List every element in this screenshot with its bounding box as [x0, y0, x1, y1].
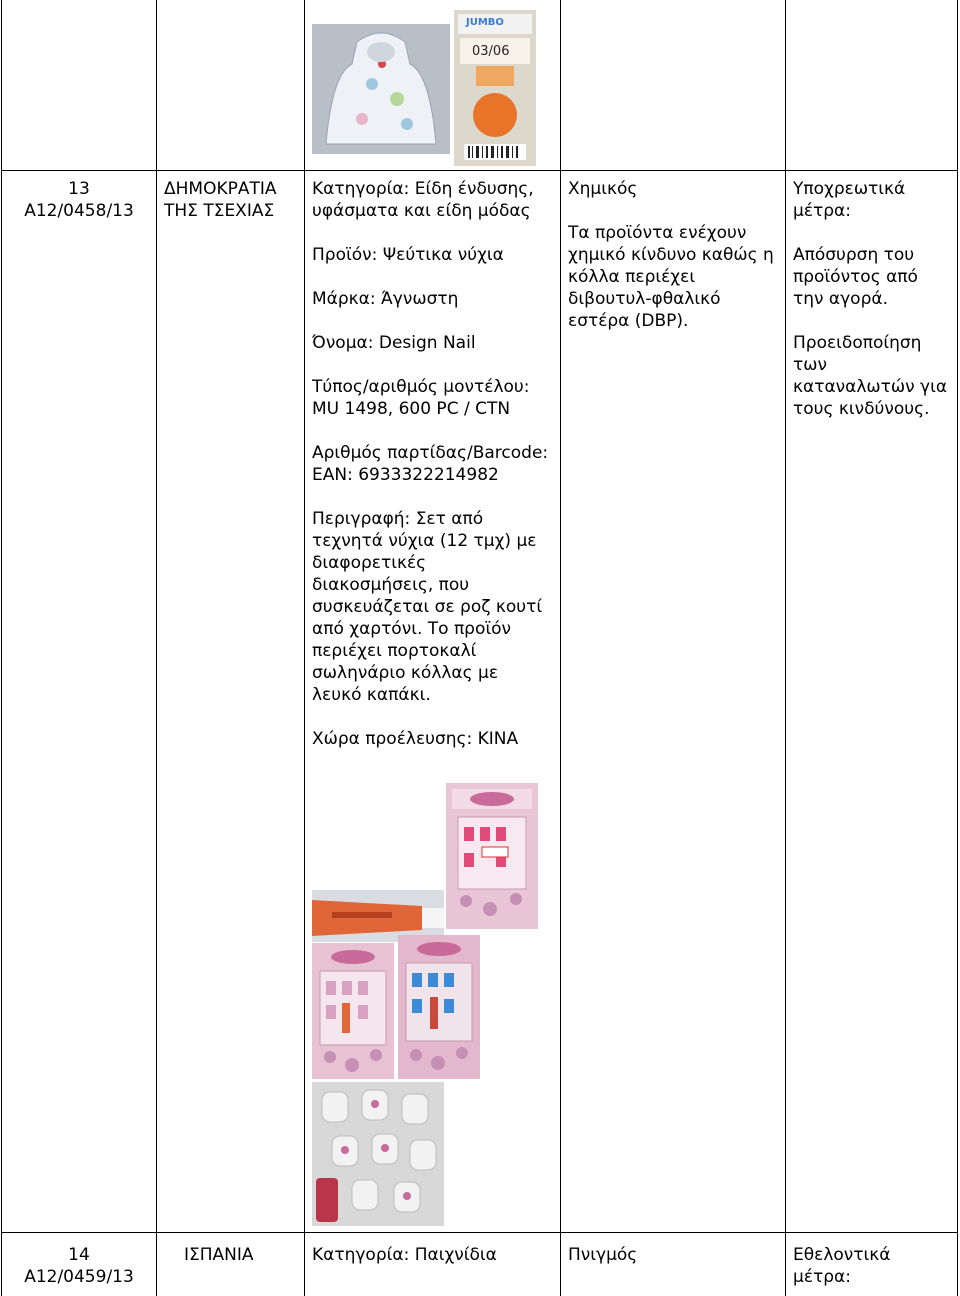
row14-measures-title: Εθελοντικά μέτρα:: [793, 1245, 891, 1287]
nail-tray-photo: [312, 1082, 444, 1226]
row14-number: 14: [68, 1245, 90, 1265]
row13-number-cell: [2, 178, 156, 222]
row14-risk-type: Πνιγμός: [568, 1245, 638, 1265]
row13-name: Όνομα: Design Nail: [312, 333, 476, 353]
row13-risk: [568, 178, 778, 332]
row13-origin: Χώρα προέλευσης: ΚΙΝΑ: [312, 729, 519, 749]
row13-reference: A12/0458/13: [24, 201, 134, 221]
label-image: [454, 10, 536, 166]
row13-country: ΔΗΜΟΚΡΑΤΙΑ ΤΗΣ ΤΣΕΧΙΑΣ: [164, 179, 277, 221]
row13-measures: [793, 178, 953, 420]
row13-number: 13: [68, 179, 90, 199]
row13-category: Κατηγορία: Είδη ένδυσης, υφάσματα και είδη μόδας: [312, 179, 534, 221]
col-divider-1: [156, 0, 157, 1296]
row14-number-cell: [2, 1244, 156, 1288]
nail-box-image-1: [446, 783, 538, 929]
row13-description: Περιγραφή: Σετ από τεχνητά νύχια (12 τμχ) με διαφορετικές διακοσμήσεις, που συσκευάζεται σε ροζ κουτί από χαρτόνι. Το προϊόν περιέχει πορτοκαλί σωληνάριο κόλλας με λευκό καπάκι.: [312, 509, 543, 705]
label-brand-text: JUMBO: [466, 17, 504, 28]
row13-barcode: Αριθμός παρτίδας/Barcode: EAN: 6933322214982: [312, 443, 549, 485]
label-date-text: 03/06: [472, 44, 510, 59]
nail-box-photo-2: [312, 943, 394, 1079]
row13-risk-text: Τα προϊόντα ενέχουν χημικό κίνδυνο καθώς η κόλλα περιέχει διβουτυλ-φθαλικό εστέρα (DBP).: [568, 223, 774, 331]
row-divider-middle: [1, 1232, 958, 1233]
nail-box-image-2: [312, 943, 394, 1079]
nail-tray-image: [312, 1082, 444, 1226]
row13-brand: Μάρκα: Άγνωστη: [312, 289, 459, 309]
nail-box-photo-1: [446, 783, 538, 929]
row13-model: Τύπος/αριθμός μοντέλου: MU 1498, 600 PC / CTN: [312, 377, 530, 419]
row13-risk-type: Χημικός: [568, 179, 638, 199]
row14-country: ΙΣΠΑΝΙΑ: [184, 1245, 254, 1265]
row13-measure-2: Προειδοποίηση των καταναλωτών για τους κινδύνους.: [793, 333, 948, 419]
col-divider-3: [560, 0, 561, 1296]
nail-box-image-3: [398, 935, 480, 1079]
row14-reference: A12/0459/13: [24, 1267, 134, 1287]
nail-box-photo-3: [398, 935, 480, 1079]
col-divider-2: [304, 0, 305, 1296]
label-photo: [454, 10, 536, 166]
col-divider-4: [785, 0, 786, 1296]
row13-product: Προϊόν: Ψεύτικα νύχια: [312, 245, 504, 265]
row13-product-details: [312, 178, 552, 750]
row13-measure-1: Απόσυρση του προϊόντος από την αγορά.: [793, 245, 918, 309]
row-divider-top: [1, 170, 958, 171]
jacket-photo: [312, 24, 450, 154]
row13-measures-title: Υποχρεωτικά μέτρα:: [793, 179, 906, 221]
table-border-right: [957, 0, 958, 1296]
row14-category: Κατηγορία: Παιχνίδια: [312, 1245, 497, 1265]
jacket-image: [312, 24, 450, 154]
